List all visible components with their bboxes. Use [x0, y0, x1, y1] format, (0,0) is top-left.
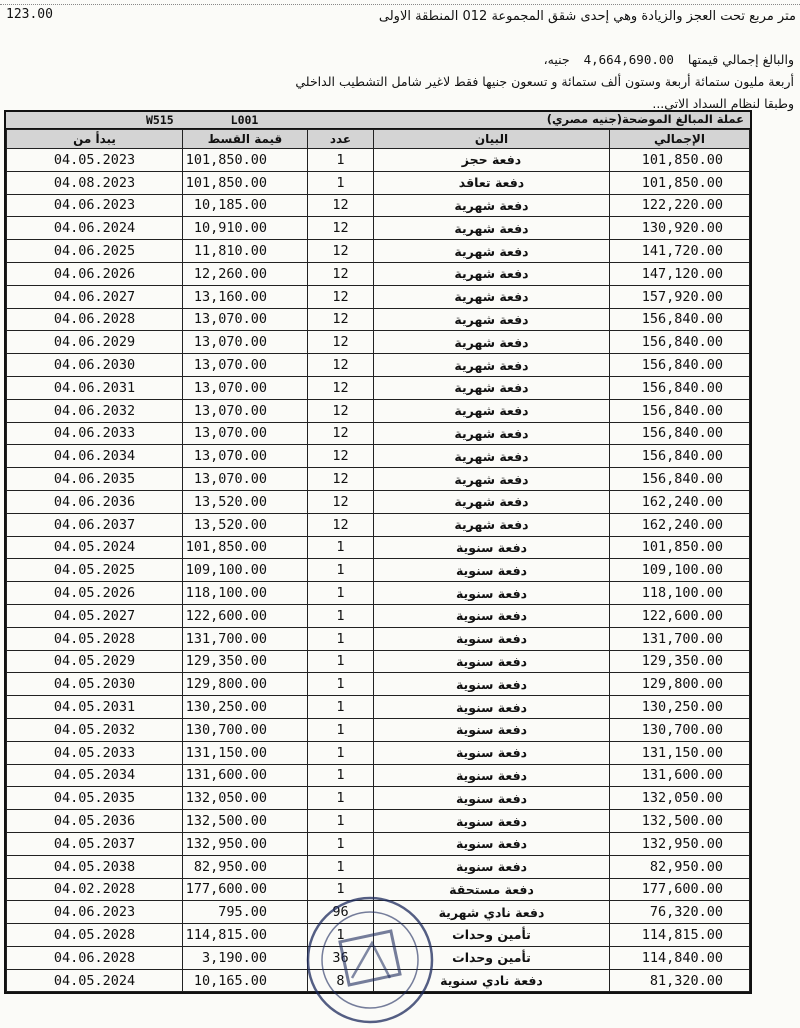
table-row — [7, 741, 750, 764]
row-start-date: 04.05.2028 — [7, 627, 183, 650]
row-installment: 10,165.00 — [183, 969, 308, 992]
row-total: 109,100.00 — [610, 559, 750, 582]
row-installment: 130,700.00 — [183, 718, 308, 741]
row-count: 1 — [308, 650, 374, 673]
row-total: 114,840.00 — [610, 946, 750, 969]
total-in-words: أربعة مليون ستمائة أربعة وستون ألف ستمائة و تسعون جنيها فقط لاغير شامل التشطيب الداخلي — [295, 74, 794, 89]
table-row — [7, 946, 750, 969]
row-count: 12 — [308, 445, 374, 468]
row-installment: 132,950.00 — [183, 832, 308, 855]
row-description: دفعة سنوية — [374, 536, 610, 559]
row-count: 1 — [308, 582, 374, 605]
row-count: 96 — [308, 901, 374, 924]
row-count: 12 — [308, 194, 374, 217]
row-count: 1 — [308, 171, 374, 194]
table-row — [7, 240, 750, 263]
table-row — [7, 194, 750, 217]
row-start-date: 04.06.2024 — [7, 217, 183, 240]
row-count: 12 — [308, 262, 374, 285]
row-description: دفعة شهرية — [374, 422, 610, 445]
row-description: دفعة سنوية — [374, 741, 610, 764]
row-count: 1 — [308, 810, 374, 833]
row-installment: 101,850.00 — [183, 536, 308, 559]
row-count: 1 — [308, 764, 374, 787]
row-total: 132,050.00 — [610, 787, 750, 810]
row-count: 8 — [308, 969, 374, 992]
row-count: 1 — [308, 696, 374, 719]
table-row — [7, 901, 750, 924]
table-row — [7, 924, 750, 947]
row-start-date: 04.06.2031 — [7, 376, 183, 399]
row-total: 177,600.00 — [610, 878, 750, 901]
row-start-date: 04.06.2034 — [7, 445, 183, 468]
row-installment: 13,070.00 — [183, 331, 308, 354]
table-row — [7, 217, 750, 240]
row-installment: 795.00 — [183, 901, 308, 924]
row-count: 1 — [308, 878, 374, 901]
row-installment: 122,600.00 — [183, 604, 308, 627]
table-title-bar — [6, 112, 750, 129]
col-header-start-date: يبدأ من — [7, 130, 183, 149]
row-description: دفعة حجز — [374, 149, 610, 172]
row-total: 132,950.00 — [610, 832, 750, 855]
table-row — [7, 764, 750, 787]
table-row — [7, 718, 750, 741]
table-row — [7, 969, 750, 992]
row-installment: 132,050.00 — [183, 787, 308, 810]
col-header-installment: قيمة القسط — [183, 130, 308, 149]
row-start-date: 04.06.2025 — [7, 240, 183, 263]
row-start-date: 04.08.2023 — [7, 171, 183, 194]
row-description: دفعة شهرية — [374, 354, 610, 377]
row-installment: 177,600.00 — [183, 878, 308, 901]
currency-note: عملة المبالغ الموضحة(جنيه مصري) — [546, 112, 744, 126]
row-installment: 131,600.00 — [183, 764, 308, 787]
row-start-date: 04.05.2023 — [7, 149, 183, 172]
row-count: 36 — [308, 946, 374, 969]
row-total: 156,840.00 — [610, 308, 750, 331]
row-total: 129,800.00 — [610, 673, 750, 696]
row-total: 147,120.00 — [610, 262, 750, 285]
row-start-date: 04.06.2026 — [7, 262, 183, 285]
row-description: دفعة نادي سنوية — [374, 969, 610, 992]
row-installment: 101,850.00 — [183, 149, 308, 172]
row-installment: 13,070.00 — [183, 376, 308, 399]
row-count: 12 — [308, 468, 374, 491]
row-count: 1 — [308, 149, 374, 172]
total-price-line — [4, 52, 794, 67]
row-description: دفعة سنوية — [374, 718, 610, 741]
row-installment: 13,520.00 — [183, 490, 308, 513]
row-start-date: 04.05.2027 — [7, 604, 183, 627]
row-description: دفعة شهرية — [374, 285, 610, 308]
row-total: 122,600.00 — [610, 604, 750, 627]
row-start-date: 04.05.2032 — [7, 718, 183, 741]
row-total: 82,950.00 — [610, 855, 750, 878]
row-description: دفعة سنوية — [374, 855, 610, 878]
row-description: دفعة سنوية — [374, 810, 610, 833]
row-start-date: 04.05.2038 — [7, 855, 183, 878]
row-total: 118,100.00 — [610, 582, 750, 605]
row-count: 1 — [308, 604, 374, 627]
row-count: 1 — [308, 787, 374, 810]
row-start-date: 04.05.2037 — [7, 832, 183, 855]
row-description: دفعة شهرية — [374, 513, 610, 536]
row-installment: 114,815.00 — [183, 924, 308, 947]
row-installment: 129,800.00 — [183, 673, 308, 696]
row-installment: 13,070.00 — [183, 399, 308, 422]
row-installment: 13,160.00 — [183, 285, 308, 308]
row-description: تأمين وحدات — [374, 946, 610, 969]
table-row — [7, 627, 750, 650]
row-total: 76,320.00 — [610, 901, 750, 924]
row-installment: 13,070.00 — [183, 445, 308, 468]
row-count: 1 — [308, 627, 374, 650]
row-start-date: 04.06.2028 — [7, 946, 183, 969]
row-start-date: 04.06.2028 — [7, 308, 183, 331]
row-start-date: 04.06.2036 — [7, 490, 183, 513]
row-count: 12 — [308, 399, 374, 422]
row-count: 1 — [308, 718, 374, 741]
row-description: دفعة نادي شهرية — [374, 901, 610, 924]
row-start-date: 04.05.2035 — [7, 787, 183, 810]
table-row — [7, 445, 750, 468]
row-count: 1 — [308, 536, 374, 559]
row-installment: 82,950.00 — [183, 855, 308, 878]
table-row — [7, 354, 750, 377]
row-count: 1 — [308, 673, 374, 696]
code-w515: W515 — [146, 113, 174, 127]
row-description: دفعة شهرية — [374, 217, 610, 240]
row-total: 162,240.00 — [610, 490, 750, 513]
code-l001: L001 — [230, 113, 259, 127]
row-count: 12 — [308, 308, 374, 331]
row-total: 131,600.00 — [610, 764, 750, 787]
row-count: 12 — [308, 240, 374, 263]
row-total: 101,850.00 — [610, 171, 750, 194]
row-description: دفعة مستحقة — [374, 878, 610, 901]
row-total: 156,840.00 — [610, 331, 750, 354]
col-header-total: الإجمالي — [610, 130, 750, 149]
row-total: 141,720.00 — [610, 240, 750, 263]
table-row — [7, 604, 750, 627]
row-installment: 13,070.00 — [183, 468, 308, 491]
row-total: 156,840.00 — [610, 354, 750, 377]
row-description: دفعة شهرية — [374, 490, 610, 513]
row-start-date: 04.06.2023 — [7, 194, 183, 217]
table-row — [7, 171, 750, 194]
row-description: دفعة شهرية — [374, 240, 610, 263]
row-count: 1 — [308, 832, 374, 855]
row-installment: 101,850.00 — [183, 171, 308, 194]
row-start-date: 04.05.2030 — [7, 673, 183, 696]
table-row — [7, 650, 750, 673]
row-start-date: 04.05.2036 — [7, 810, 183, 833]
row-count: 12 — [308, 354, 374, 377]
row-installment: 13,070.00 — [183, 422, 308, 445]
row-start-date: 04.06.2027 — [7, 285, 183, 308]
row-description: تأمين وحدات — [374, 924, 610, 947]
row-start-date: 04.05.2028 — [7, 924, 183, 947]
row-installment: 11,810.00 — [183, 240, 308, 263]
row-start-date: 04.06.2037 — [7, 513, 183, 536]
row-count: 12 — [308, 513, 374, 536]
schedule-rows — [7, 149, 750, 992]
currency-suffix: جنيه، — [543, 52, 570, 67]
unit-codes — [146, 113, 308, 127]
col-header-description: البيان — [374, 130, 610, 149]
row-count: 1 — [308, 559, 374, 582]
row-total: 156,840.00 — [610, 376, 750, 399]
row-installment: 10,910.00 — [183, 217, 308, 240]
row-total: 114,815.00 — [610, 924, 750, 947]
table-row — [7, 285, 750, 308]
row-description: دفعة شهرية — [374, 308, 610, 331]
unit-area-line — [0, 4, 800, 28]
row-description: دفعة سنوية — [374, 650, 610, 673]
col-header-count: عدد — [308, 130, 374, 149]
row-total: 130,250.00 — [610, 696, 750, 719]
row-total: 130,920.00 — [610, 217, 750, 240]
row-total: 156,840.00 — [610, 422, 750, 445]
row-description: دفعة سنوية — [374, 787, 610, 810]
column-header-row — [7, 130, 750, 149]
row-installment: 131,700.00 — [183, 627, 308, 650]
table-row — [7, 468, 750, 491]
row-start-date: 04.06.2023 — [7, 901, 183, 924]
row-description: دفعة سنوية — [374, 627, 610, 650]
row-start-date: 04.06.2035 — [7, 468, 183, 491]
row-total: 157,920.00 — [610, 285, 750, 308]
table-row — [7, 832, 750, 855]
row-count: 1 — [308, 855, 374, 878]
row-start-date: 04.06.2032 — [7, 399, 183, 422]
row-total: 156,840.00 — [610, 468, 750, 491]
payment-schedule-table — [4, 110, 752, 994]
row-count: 12 — [308, 490, 374, 513]
payment-system-line: وطبقا لنظام السداد الاتي... — [652, 96, 794, 111]
row-description: دفعة سنوية — [374, 696, 610, 719]
table-row — [7, 582, 750, 605]
table-row — [7, 399, 750, 422]
row-total: 132,500.00 — [610, 810, 750, 833]
row-installment: 3,190.00 — [183, 946, 308, 969]
row-total: 122,220.00 — [610, 194, 750, 217]
row-start-date: 04.05.2033 — [7, 741, 183, 764]
row-installment: 13,070.00 — [183, 354, 308, 377]
row-total: 130,700.00 — [610, 718, 750, 741]
row-description: دفعة سنوية — [374, 832, 610, 855]
row-total: 101,850.00 — [610, 149, 750, 172]
table-row — [7, 422, 750, 445]
row-description: دفعة شهرية — [374, 376, 610, 399]
row-start-date: 04.05.2031 — [7, 696, 183, 719]
row-start-date: 04.06.2033 — [7, 422, 183, 445]
row-description: دفعة سنوية — [374, 764, 610, 787]
row-total: 156,840.00 — [610, 445, 750, 468]
row-installment: 10,185.00 — [183, 194, 308, 217]
schedule-grid — [6, 129, 750, 992]
row-count: 12 — [308, 422, 374, 445]
table-row — [7, 878, 750, 901]
table-row — [7, 376, 750, 399]
table-row — [7, 490, 750, 513]
row-start-date: 04.02.2028 — [7, 878, 183, 901]
row-description: دفعة شهرية — [374, 399, 610, 422]
row-installment: 12,260.00 — [183, 262, 308, 285]
row-count: 12 — [308, 331, 374, 354]
row-description: دفعة سنوية — [374, 559, 610, 582]
row-count: 12 — [308, 376, 374, 399]
row-installment: 129,350.00 — [183, 650, 308, 673]
table-row — [7, 308, 750, 331]
table-row — [7, 855, 750, 878]
row-total: 131,150.00 — [610, 741, 750, 764]
row-installment: 130,250.00 — [183, 696, 308, 719]
table-row — [7, 559, 750, 582]
row-count: 1 — [308, 924, 374, 947]
row-start-date: 04.06.2029 — [7, 331, 183, 354]
row-installment: 109,100.00 — [183, 559, 308, 582]
table-row — [7, 696, 750, 719]
table-row — [7, 810, 750, 833]
row-total: 81,320.00 — [610, 969, 750, 992]
table-row — [7, 513, 750, 536]
row-description: دفعة سنوية — [374, 673, 610, 696]
row-total: 101,850.00 — [610, 536, 750, 559]
row-start-date: 04.05.2025 — [7, 559, 183, 582]
row-start-date: 04.05.2026 — [7, 582, 183, 605]
row-installment: 131,150.00 — [183, 741, 308, 764]
row-total: 131,700.00 — [610, 627, 750, 650]
row-count: 1 — [308, 741, 374, 764]
row-description: دفعة شهرية — [374, 445, 610, 468]
table-row — [7, 262, 750, 285]
row-description: دفعة شهرية — [374, 468, 610, 491]
row-installment: 13,520.00 — [183, 513, 308, 536]
row-start-date: 04.05.2024 — [7, 536, 183, 559]
table-row — [7, 787, 750, 810]
row-start-date: 04.05.2024 — [7, 969, 183, 992]
unit-area-text: متر مربع تحت العجز والزيادة وهي إحدى شقق المجموعة 012 المنطقة الاولى — [378, 8, 796, 24]
row-installment: 13,070.00 — [183, 308, 308, 331]
table-row — [7, 331, 750, 354]
row-description: دفعة شهرية — [374, 262, 610, 285]
table-row — [7, 673, 750, 696]
row-start-date: 04.05.2034 — [7, 764, 183, 787]
row-start-date: 04.05.2029 — [7, 650, 183, 673]
row-installment: 118,100.00 — [183, 582, 308, 605]
row-description: دفعة شهرية — [374, 194, 610, 217]
row-total: 156,840.00 — [610, 399, 750, 422]
row-start-date: 04.06.2030 — [7, 354, 183, 377]
row-total: 162,240.00 — [610, 513, 750, 536]
row-total: 129,350.00 — [610, 650, 750, 673]
table-row — [7, 536, 750, 559]
row-count: 12 — [308, 217, 374, 240]
row-description: دفعة سنوية — [374, 604, 610, 627]
row-description: دفعة شهرية — [374, 331, 610, 354]
row-installment: 132,500.00 — [183, 810, 308, 833]
row-count: 12 — [308, 285, 374, 308]
row-description: دفعة تعاقد — [374, 171, 610, 194]
table-row — [7, 149, 750, 172]
total-value: 4,664,690.00 — [583, 52, 674, 67]
unit-area-value: 123.00 — [6, 7, 53, 22]
total-label: والبالغ إجمالي قيمتها — [687, 52, 794, 67]
row-description: دفعة سنوية — [374, 582, 610, 605]
